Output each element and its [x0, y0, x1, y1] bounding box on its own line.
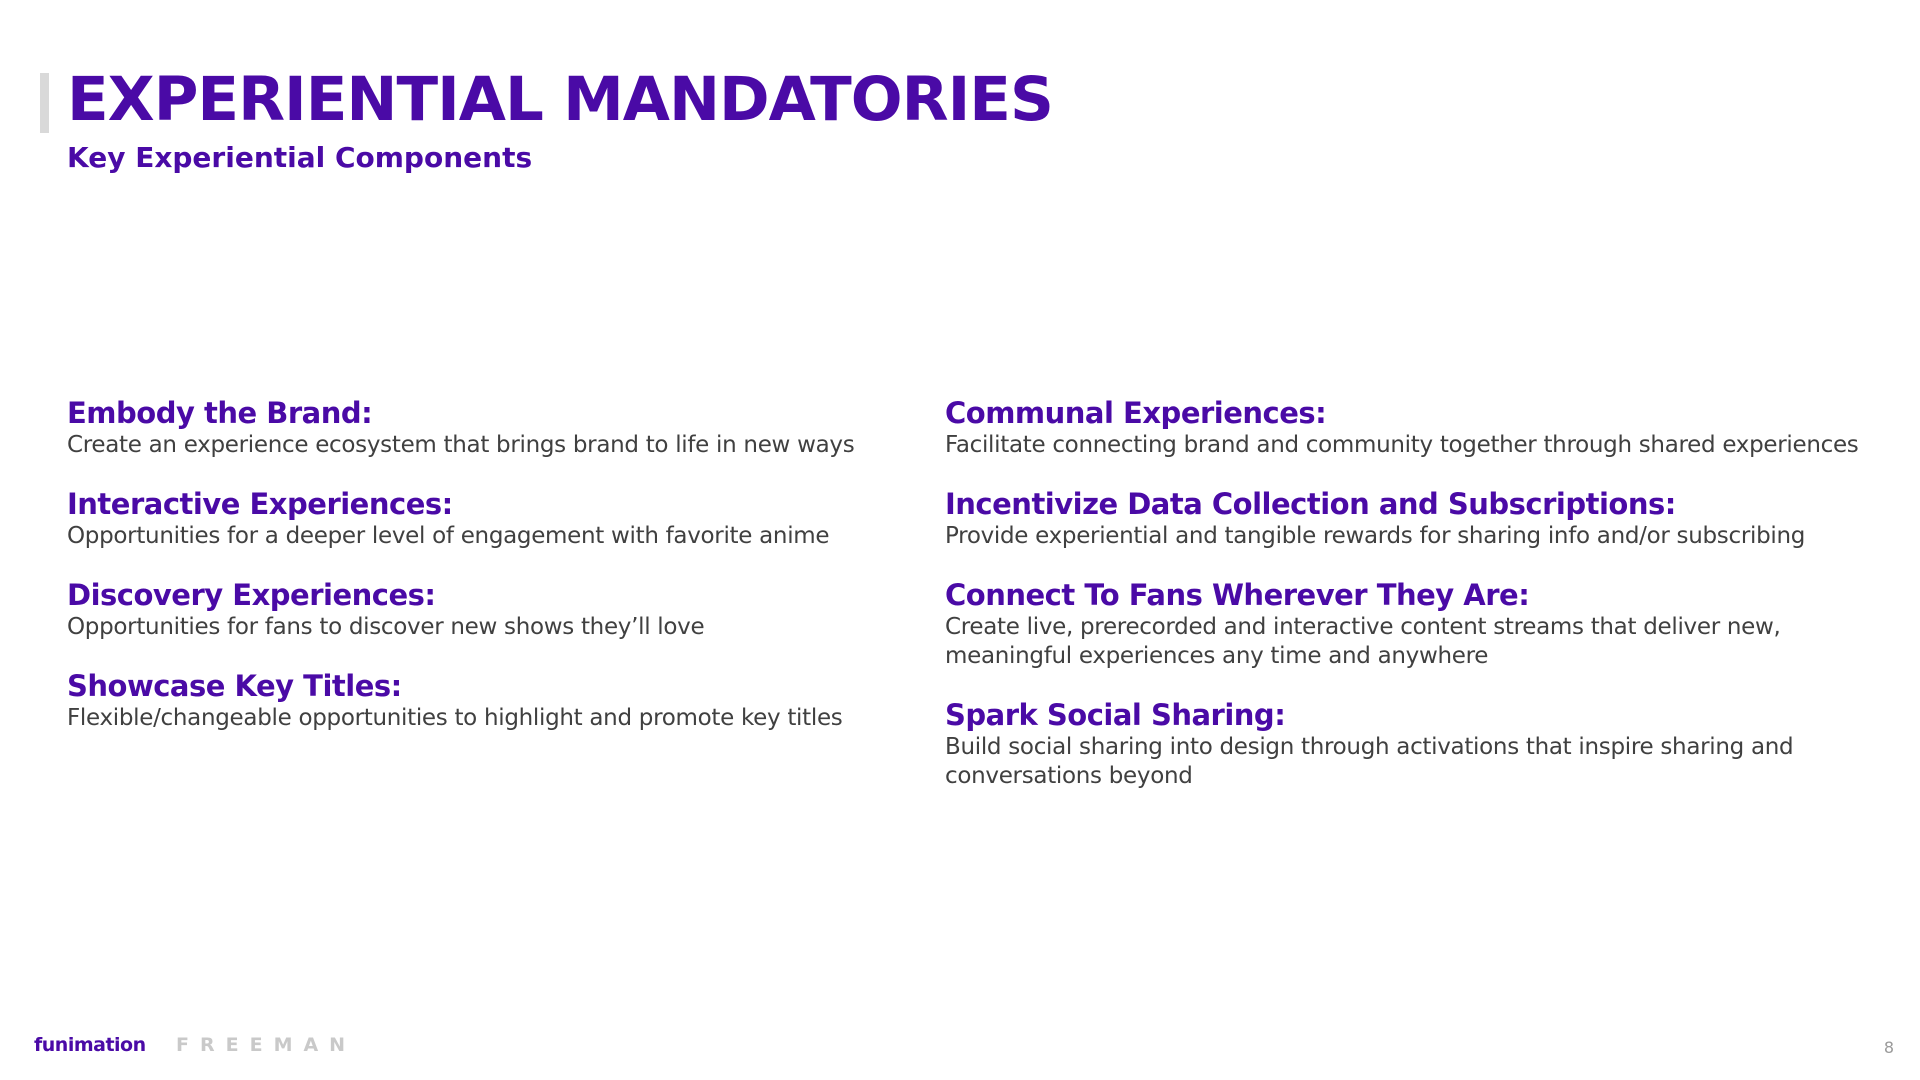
item-body: Facilitate connecting brand and community together through shared experiences	[945, 432, 1859, 458]
item-body: Flexible/changeable opportunities to highlight and promote key titles	[67, 705, 843, 731]
title-accent-bar	[40, 73, 49, 133]
item-heading: Incentivize Data Collection and Subscriptions:	[945, 487, 1676, 521]
item-body: Create an experience ecosystem that brings brand to life in new ways	[67, 432, 855, 458]
list-item	[945, 697, 1890, 791]
right-column	[945, 395, 1890, 817]
list-item	[945, 577, 1890, 671]
item-heading: Showcase Key Titles:	[67, 669, 402, 703]
funimation-logo: funimation	[34, 1034, 146, 1056]
item-body: Opportunities for a deeper level of engagement with favorite anime	[67, 523, 830, 549]
left-column	[67, 395, 927, 759]
item-heading: Connect To Fans Wherever They Are:	[945, 578, 1530, 612]
list-item	[67, 668, 927, 733]
list-item	[67, 486, 927, 551]
item-body: Opportunities for fans to discover new shows they’ll love	[67, 614, 705, 640]
freeman-logo: FREEMAN	[176, 1034, 357, 1056]
list-item	[945, 395, 1890, 460]
list-item	[67, 577, 927, 642]
item-body: Create live, prerecorded and interactive content streams that deliver new, meaningful experiences any time and anywhere	[945, 614, 1781, 669]
list-item	[67, 395, 927, 460]
item-heading: Discovery Experiences:	[67, 578, 436, 612]
list-item	[945, 486, 1890, 551]
page-subtitle: Key Experiential Components	[67, 141, 533, 174]
item-heading: Embody the Brand:	[67, 396, 373, 430]
item-heading: Communal Experiences:	[945, 396, 1327, 430]
page-title: EXPERIENTIAL MANDATORIES	[67, 64, 1053, 135]
item-heading: Spark Social Sharing:	[945, 698, 1286, 732]
page-number: 8	[1883, 1038, 1894, 1057]
item-body: Build social sharing into design through activations that inspire sharing and conversations beyond	[945, 734, 1794, 789]
item-body: Provide experiential and tangible rewards for sharing info and/or subscribing	[945, 523, 1806, 549]
item-heading: Interactive Experiences:	[67, 487, 453, 521]
